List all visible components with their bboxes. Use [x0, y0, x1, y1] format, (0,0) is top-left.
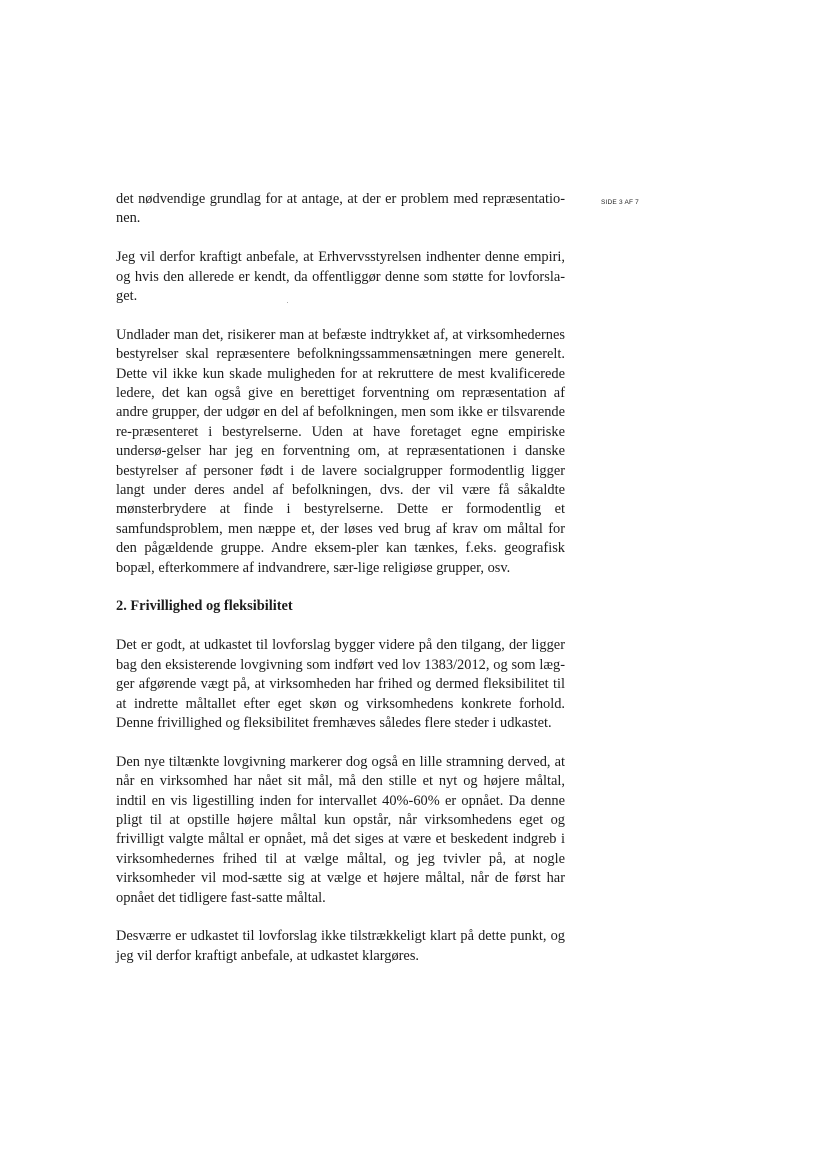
paragraph-representation-risk: Undlader man det, risikerer man at befæste indtrykket af, at virksomhedernes bestyrelser skal repræsentere befolkningssammensætningen mere generelt. Dette vil ikke kun skade muligheden for at rekruttere de mest kvalificerede ledere, det kan også give en berettiget forventning om repræsentation af andre grupper, der udgør en del af befolkningen, men som ikke er tilsvarende re-præsenteret i bestyrelserne. Uden at have foretaget egne empiriske undersø-gelser har jeg en forventning om, at repræsentationen i danske bestyrelser af personer født i de lavere socialgrupper formodentlig ligger langt under deres andel af befolkningen, dvs. der vil være få såkaldte mønsterbrydere at finde i bestyrelserne. Dette er formodentlig et samfundsproblem, men næppe et, der løses ved brug af krav om måltal for den pågældende gruppe. Andre eksem-pler kan tænkes, f.eks. geografisk bopæl, efterkommere af indvandrere, sær-lige religiøse grupper, osv.: [116, 326, 565, 576]
paragraph-clarification: Desværre er udkastet til lovforslag ikke tilstrækkeligt klart på dette punkt, og jeg vil derfor kraftigt anbefale, at udkastet klargøres.: [116, 928, 565, 964]
section-heading-voluntariness: 2. Frivillighed og fleksibilitet: [116, 598, 293, 615]
paragraph-tightening: Den nye tiltænkte lovgivning markerer dog også en lille stramning derved, at når en virksomhed har nået sit mål, må den stille et nyt og højere måltal, indtil en vis ligestilling inden for intervallet 40%-60% er opnået. Da denne pligt til at opstille højere måltal kun opstår, når virksomhedens eget og frivilligt valgte måltal er opnået, må det siges at være et beskedent indgreb i virksomhedernes frihed til at vælge måltal, og jeg tvivler på, at nogle virksomheder vil mod-sætte sig at vælge et højere måltal, når de først har opnået det tidligere fast-satte måltal.: [116, 753, 565, 906]
paragraph-flexibility: Det er godt, at udkastet til lovforslag bygger videre på den tilgang, der ligger bag den eksisterende lovgivning som indført ved lov 1383/2012, og som læg-ger afgørende vægt på, at virksomheden har frihed og dermed fleksibilitet til at indrette måltallet efter eget skøn og virksomhedens konkrete forhold. Denne frivillighed og fleksibilitet fremhæves således flere steder i udkastet.: [116, 637, 565, 731]
page-number-marker: SIDE 3 AF 7: [601, 199, 639, 206]
letter-body: [116, 190, 565, 966]
paragraph-representation-conclusion: det nødvendige grundlag for at antage, at der er problem med repræsentatio-nen.: [116, 191, 565, 227]
paragraph-empirical-recommendation: Jeg vil derfor kraftigt anbefale, at Erhvervsstyrelsen indhenter denne empiri, og hvis den allerede er kendt, da offentliggør denne som støtte for lovforsla-get.: [116, 249, 565, 305]
